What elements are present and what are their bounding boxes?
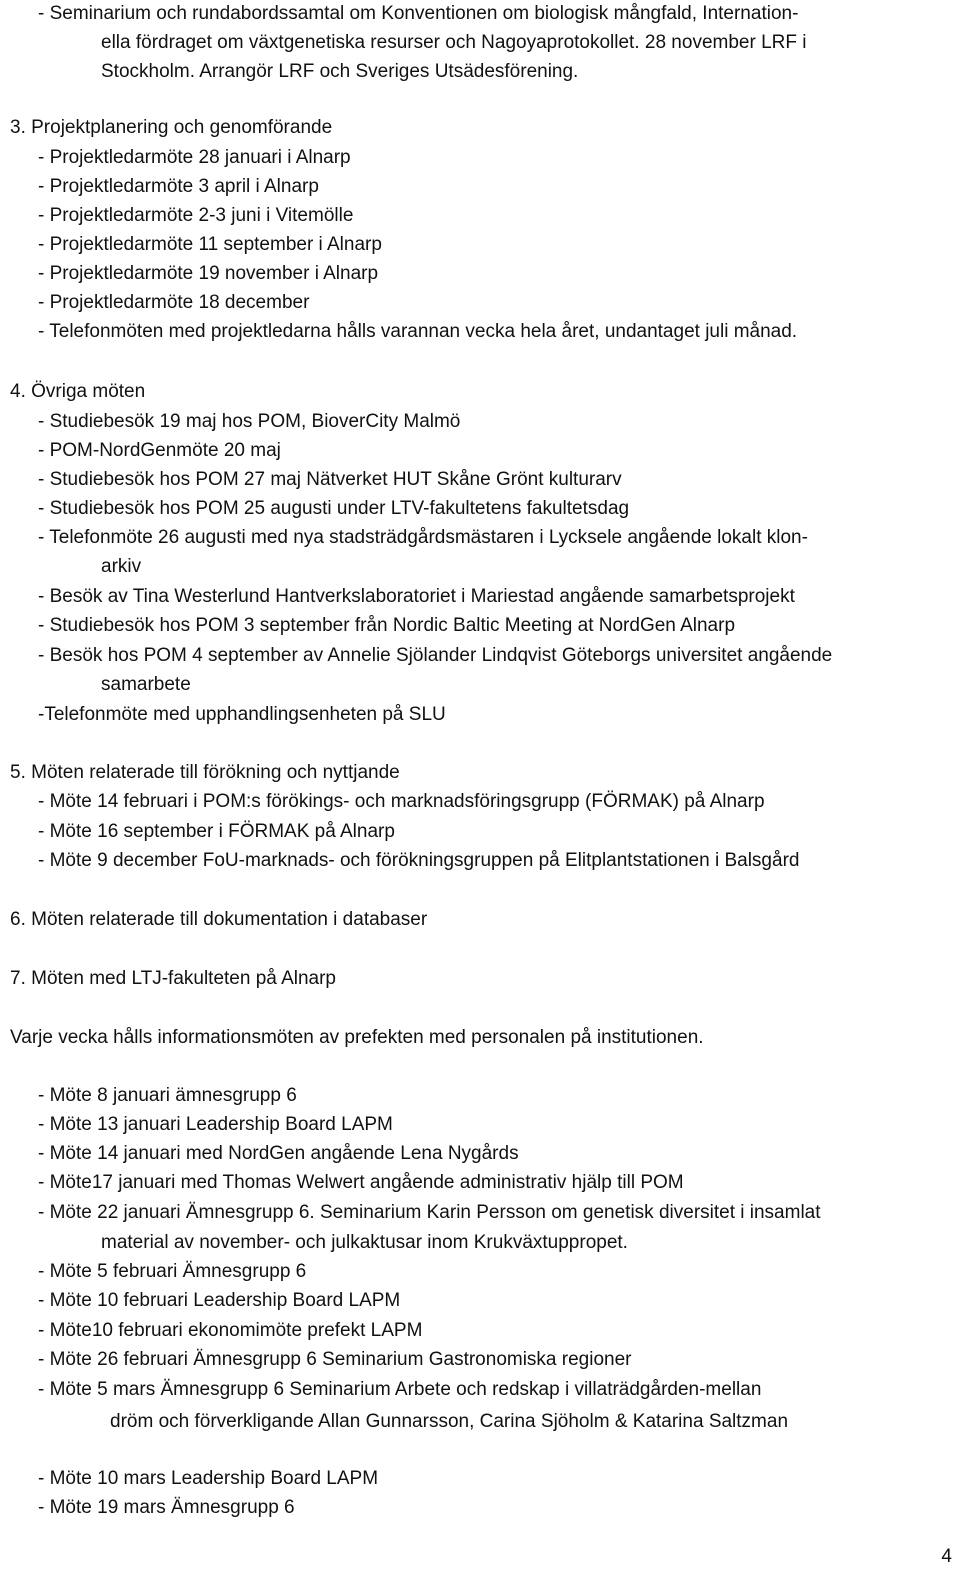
page-number: 4 <box>941 1546 952 1567</box>
section-3-item: - Projektledarmöte 11 september i Alnarp <box>38 234 382 255</box>
section-4-item: -Telefonmöte med upphandlingsenheten på SLU <box>38 704 446 725</box>
section-4-item-continued: arkiv <box>101 556 142 577</box>
section-5-item: - Möte 14 februari i POM:s förökings- och marknadsföringsgrupp (FÖRMAK) på Alnarp <box>38 791 765 812</box>
intro-line-3: Stockholm. Arrangör LRF och Sveriges Utsädesförening. <box>101 61 579 82</box>
section-4-item-continued: samarbete <box>101 674 191 695</box>
section-3-item: - Projektledarmöte 28 januari i Alnarp <box>38 147 351 168</box>
section-5-item: - Möte 16 september i FÖRMAK på Alnarp <box>38 821 395 842</box>
intro-line-1: - Seminarium och rundabordssamtal om Konventionen om biologisk mångfald, Internation- <box>38 3 799 24</box>
section-7-item: - Möte 8 januari ämnesgrupp 6 <box>38 1085 297 1106</box>
section-7-item: - Möte 22 januari Ämnesgrupp 6. Seminarium Karin Persson om genetisk diversitet i insamlat <box>38 1202 821 1223</box>
section-7-item: - Möte17 januari med Thomas Welwert angående administrativ hjälp till POM <box>38 1172 684 1193</box>
section-3-item: - Telefonmöten med projektledarna hålls varannan vecka hela året, undantaget juli månad. <box>38 321 798 342</box>
section-7-item: - Möte10 februari ekonomimöte prefekt LAPM <box>38 1320 423 1341</box>
section-4-item: - Studiebesök hos POM 3 september från Nordic Baltic Meeting at NordGen Alnarp <box>38 615 736 636</box>
section-5-heading: 5. Möten relaterade till förökning och nyttjande <box>10 762 400 783</box>
section-7-item: - Möte 10 februari Leadership Board LAPM <box>38 1290 401 1311</box>
section-3-item: - Projektledarmöte 2-3 juni i Vitemölle <box>38 205 354 226</box>
section-4-item: - Studiebesök hos POM 25 augusti under LTV-fakultetens fakultetsdag <box>38 498 630 519</box>
section-7-item: - Möte 14 januari med NordGen angående Lena Nygårds <box>38 1143 519 1164</box>
intro-line-2: ella fördraget om växtgenetiska resurser och Nagoyaprotokollet. 28 november LRF i <box>101 32 807 53</box>
section-6-heading: 6. Möten relaterade till dokumentation i databaser <box>10 909 428 930</box>
section-3-item: - Projektledarmöte 18 december <box>38 292 310 313</box>
section-7-item: - Möte 26 februari Ämnesgrupp 6 Seminarium Gastronomiska regioner <box>38 1349 632 1370</box>
section-7-item: - Möte 5 mars Ämnesgrupp 6 Seminarium Arbete och redskap i villaträdgården-mellan <box>38 1379 762 1400</box>
section-7-item: - Möte 5 februari Ämnesgrupp 6 <box>38 1261 307 1282</box>
section-3-item: - Projektledarmöte 19 november i Alnarp <box>38 263 379 284</box>
section-4-item: - Telefonmöte 26 augusti med nya stadsträdgårdsmästaren i Lycksele angående lokalt klon- <box>38 527 808 548</box>
section-4-heading: 4. Övriga möten <box>10 381 146 402</box>
section-7-paragraph: Varje vecka hålls informationsmöten av prefekten med personalen på institutionen. <box>10 1027 704 1048</box>
section-4-item: - Studiebesök 19 maj hos POM, BioverCity Malmö <box>38 411 461 432</box>
section-4-item: - Studiebesök hos POM 27 maj Nätverket HUT Skåne Grönt kulturarv <box>38 469 622 490</box>
section-7-item: - Möte 19 mars Ämnesgrupp 6 <box>38 1497 295 1518</box>
section-7-item-continued: material av november- och julkaktusar inom Krukväxtuppropet. <box>101 1232 628 1253</box>
section-7-item-continued: dröm och förverkligande Allan Gunnarsson, Carina Sjöholm & Katarina Saltzman <box>110 1411 789 1432</box>
section-4-item: - POM-NordGenmöte 20 maj <box>38 440 281 461</box>
section-7-item: - Möte 10 mars Leadership Board LAPM <box>38 1468 379 1489</box>
section-7-heading: 7. Möten med LTJ-fakulteten på Alnarp <box>10 968 336 989</box>
section-7-item: - Möte 13 januari Leadership Board LAPM <box>38 1114 393 1135</box>
section-3-heading: 3. Projektplanering och genomförande <box>10 117 333 138</box>
section-5-item: - Möte 9 december FoU-marknads- och förökningsgruppen på Elitplantstationen i Balsgård <box>38 850 800 871</box>
section-4-item: - Besök av Tina Westerlund Hantverkslaboratoriet i Mariestad angående samarbetsprojekt <box>38 586 795 607</box>
section-3-item: - Projektledarmöte 3 april i Alnarp <box>38 176 319 197</box>
section-4-item: - Besök hos POM 4 september av Annelie Sjölander Lindqvist Göteborgs universitet angående <box>38 645 833 666</box>
